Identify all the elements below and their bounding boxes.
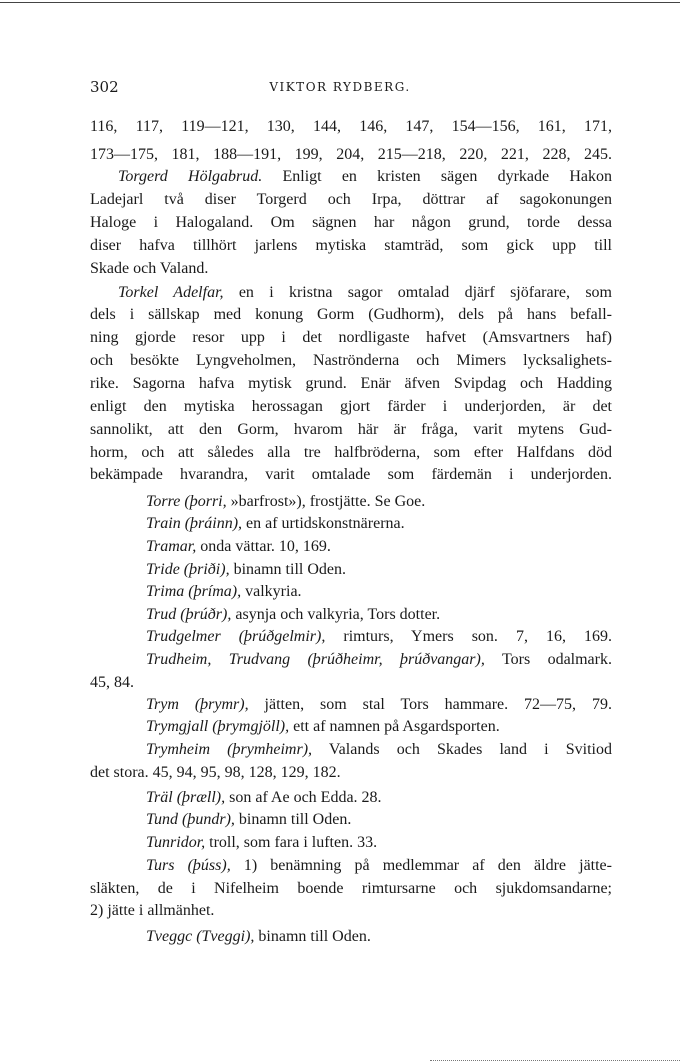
entry-headword: Tride (þriði), — [146, 561, 230, 578]
text-line — [90, 189, 612, 211]
text-segment: Tors odalmark. — [484, 651, 612, 668]
text-segment: 2) jätte i allmänhet. — [90, 902, 215, 919]
text-segment: 116, 117, 119—121, 130, 144, 146, 147, 154—156, 161, 171, — [90, 118, 612, 135]
text-segment: ett af namnen på Asgardsporten. — [289, 718, 500, 735]
text-segment: »barfrost»), frostjätte. Se Goe. — [226, 493, 426, 510]
text-segment: 45, 84. — [90, 674, 134, 691]
text-segment: enligt den mytiska herossagan gjort färder i underjorden, är det — [90, 398, 612, 415]
text-segment: troll, som fara i luften. 33. — [205, 834, 378, 851]
text-segment: Valands och Skades land i Svitiod — [312, 741, 612, 758]
text-segment: binamn till Oden. — [234, 811, 352, 828]
text-line — [90, 419, 612, 441]
text-line — [146, 649, 612, 671]
entry-headword: Trud (þrúðr), — [146, 606, 232, 623]
text-line — [146, 855, 612, 877]
page-number: 302 — [90, 78, 119, 96]
entry-headword: Torgerd Hölgabrud. — [118, 168, 263, 185]
text-segment: horm, och att således alla tre halfbröderna, som efter Halfdans död — [90, 444, 612, 461]
text-line — [146, 694, 612, 716]
text-segment: rike. Sagorna hafva mytisk grund. Enär äfven Svipdag och Hadding — [90, 375, 612, 392]
text-segment: binamn till Oden. — [254, 928, 371, 945]
entry-headword: Trymgjall (þrymgjöll), — [146, 718, 290, 735]
entry-headword: Tramar, — [146, 538, 197, 555]
text-line — [90, 878, 612, 900]
text-segment: dels i sällskap med konung Gorm (Gudhorm), dels på hans befall- — [90, 306, 612, 323]
text-line — [146, 926, 371, 948]
text-line — [90, 235, 612, 257]
text-segment: valkyria. — [241, 583, 302, 600]
text-line — [90, 762, 341, 784]
text-line — [90, 327, 612, 349]
text-line — [146, 739, 612, 761]
entry-headword: Turs (þúss), — [146, 857, 231, 874]
text-segment: en af urtidskonstnärerna. — [242, 515, 405, 532]
text-segment: Enligt en kristen sägen dyrkade Hakon — [262, 168, 612, 185]
text-line — [146, 559, 346, 581]
text-line — [146, 513, 405, 535]
text-line — [146, 604, 440, 626]
text-line — [146, 491, 425, 513]
text-segment: Skade och Valand. — [90, 260, 209, 277]
entry-headword: Träl (þræll), — [146, 789, 226, 806]
text-line — [146, 787, 382, 809]
text-line — [90, 396, 612, 418]
text-line — [90, 442, 612, 464]
text-segment: släkten, de i Nifelheim boende rimtursarne och sjukdomsandarne; — [90, 880, 612, 897]
entry-headword: Train (þráinn), — [146, 515, 243, 532]
text-segment: det stora. 45, 94, 95, 98, 128, 129, 182. — [90, 764, 341, 781]
entry-headword: Torre (þorri, — [146, 493, 227, 510]
text-line — [90, 144, 612, 166]
entry-headword: Trudgelmer (þrúðgelmir), — [146, 628, 326, 645]
text-segment: och besökte Lyngveholmen, Naströnderna och Mimers lycksalighets- — [90, 352, 612, 369]
text-line — [146, 626, 612, 648]
entry-headword: Trima (þríma), — [146, 583, 242, 600]
text-line — [118, 166, 612, 188]
text-segment: diser hafva tillhört jarlens mytiska stamträd, som gick upp till — [90, 237, 612, 254]
entry-headword: Tunridor, — [146, 834, 206, 851]
text-line — [90, 373, 612, 395]
top-rule — [0, 2, 680, 3]
text-line — [90, 212, 612, 234]
text-line — [90, 258, 208, 280]
text-line — [118, 282, 612, 304]
text-line — [90, 350, 612, 372]
entry-headword: Torkel Adelfar, — [118, 284, 224, 301]
text-line — [146, 581, 302, 603]
entry-headword: Trym (þrymr), — [146, 696, 249, 713]
text-segment: 173—175, 181, 188—191, 199, 204, 215—218, 220, 221, 228, 245. — [90, 146, 612, 163]
entry-headword: Trudheim, Trudvang (þrúðheimr, þrúðvangar), — [146, 651, 485, 668]
text-segment: rimturs, Ymers son. 7, 16, 169. — [325, 628, 612, 645]
text-line — [146, 832, 377, 854]
text-line — [90, 900, 214, 922]
text-line — [146, 536, 331, 558]
text-line — [90, 304, 612, 326]
entry-headword: Tund (þundr), — [146, 811, 235, 828]
text-segment: Ladejarl två diser Torgerd och Irpa, döttrar af sagokonungen — [90, 191, 612, 208]
text-segment: bekämpade hvarandra, varit omtalade som färdemän i underjorden. — [90, 466, 612, 483]
entry-headword: Trymheim (þrymheimr), — [146, 741, 313, 758]
text-line — [90, 672, 134, 694]
text-segment: asynja och valkyria, Tors dotter. — [231, 606, 441, 623]
text-line — [146, 716, 500, 738]
text-segment: onda vättar. 10, 169. — [196, 538, 331, 555]
text-segment: 1) benämning på medlemmar af den äldre jätte- — [230, 857, 612, 874]
text-segment: sannolikt, att den Gorm, hvarom här är fråga, varit mytens Gud- — [90, 421, 612, 438]
text-segment: en i kristna sagor omtalad djärf sjöfarare, som — [223, 284, 612, 301]
text-segment: son af Ae och Edda. 28. — [225, 789, 382, 806]
text-line — [146, 809, 351, 831]
text-segment: ning gjorde resor upp i det nordligaste hafvet (Amsvartners haf) — [90, 329, 612, 346]
text-segment: binamn till Oden. — [229, 561, 346, 578]
running-head: VIKTOR RYDBERG. — [269, 80, 411, 94]
entry-headword: Tveggc (Tveggi), — [146, 928, 255, 945]
text-segment: Haloge i Halogaland. Om sägnen har någon grund, torde dessa — [90, 214, 612, 231]
text-line — [90, 464, 612, 486]
text-segment: jätten, som stal Tors hammare. 72—75, 79. — [248, 696, 612, 713]
text-line — [90, 116, 612, 138]
